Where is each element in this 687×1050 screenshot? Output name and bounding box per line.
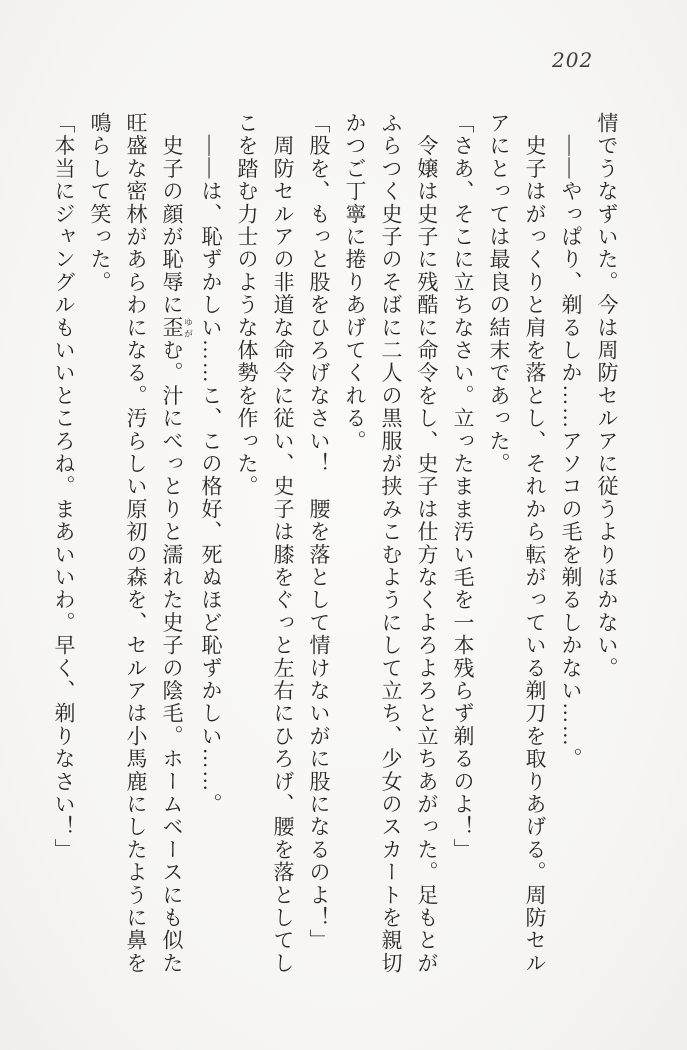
furigana-base: 歪 <box>160 316 184 340</box>
text-line-9: 「股を、もっと股をひろげなさい！ 腰を落として情けないがに股になるのよ！」 <box>307 112 331 952</box>
text-line-10: 周防セルアの非道な命令に従い、史子は膝をぐっと左右にひろげ、腰を落としてし <box>271 112 295 975</box>
page-number: 202 <box>552 48 594 72</box>
furigana-reading: ゆが <box>183 316 193 340</box>
text-line-5: 「さあ、そこに立ちなさい。立ったまま汚い毛を一本残らず剃るのよ！」 <box>451 112 475 862</box>
text-line-12: ――は、恥ずかしい……こ、この格好、死ぬほど恥ずかしい……。 <box>199 112 223 816</box>
text-line-16: 「本当にジャングルもいいところね。まあいいわ。早く、剃りなさい！」 <box>52 112 76 862</box>
vertical-text-block <box>46 112 625 1012</box>
text-line-1: 情でうなずいた。今は周防セルアに従うよりほかない。 <box>595 112 619 680</box>
text-line-3: 史子はがっくりと肩を落とし、それから転がっている剃刀を取りあげる。周防セル <box>523 112 547 975</box>
text-line-13 <box>154 112 193 1012</box>
text-line-6: 令嬢は史子に残酷に命令をし、史子は仕方なくよろよろと立ちあがった。足もとが <box>415 112 439 975</box>
furigana-word <box>160 316 193 340</box>
text-line-13-pre: 史子の顔が恥辱に <box>160 112 184 317</box>
text-line-15: 鳴らして笑った。 <box>88 112 112 294</box>
text-line-13-post: む。汁にべっとりと濡れた史子の陰毛。ホームベースにも似た <box>160 339 184 975</box>
text-line-2: ――やっぱり、剃るしか……アソコの毛を剃るしかない……。 <box>559 112 583 771</box>
text-line-7: ふらつく史子のそばに二人の黒服が挟みこむようにして立ち、少女のスカートを親切 <box>379 112 403 975</box>
text-line-8: かつご丁寧に捲りあげてくれる。 <box>343 112 367 453</box>
text-line-11: こを踏む力士のような体勢を作った。 <box>235 112 259 498</box>
text-line-14: 旺盛な密林があらわになる。汚らしい原初の森を、セルアは小馬鹿にしたように鼻を <box>124 112 148 975</box>
text-line-4: アにとっては最良の結末であった。 <box>487 112 511 476</box>
